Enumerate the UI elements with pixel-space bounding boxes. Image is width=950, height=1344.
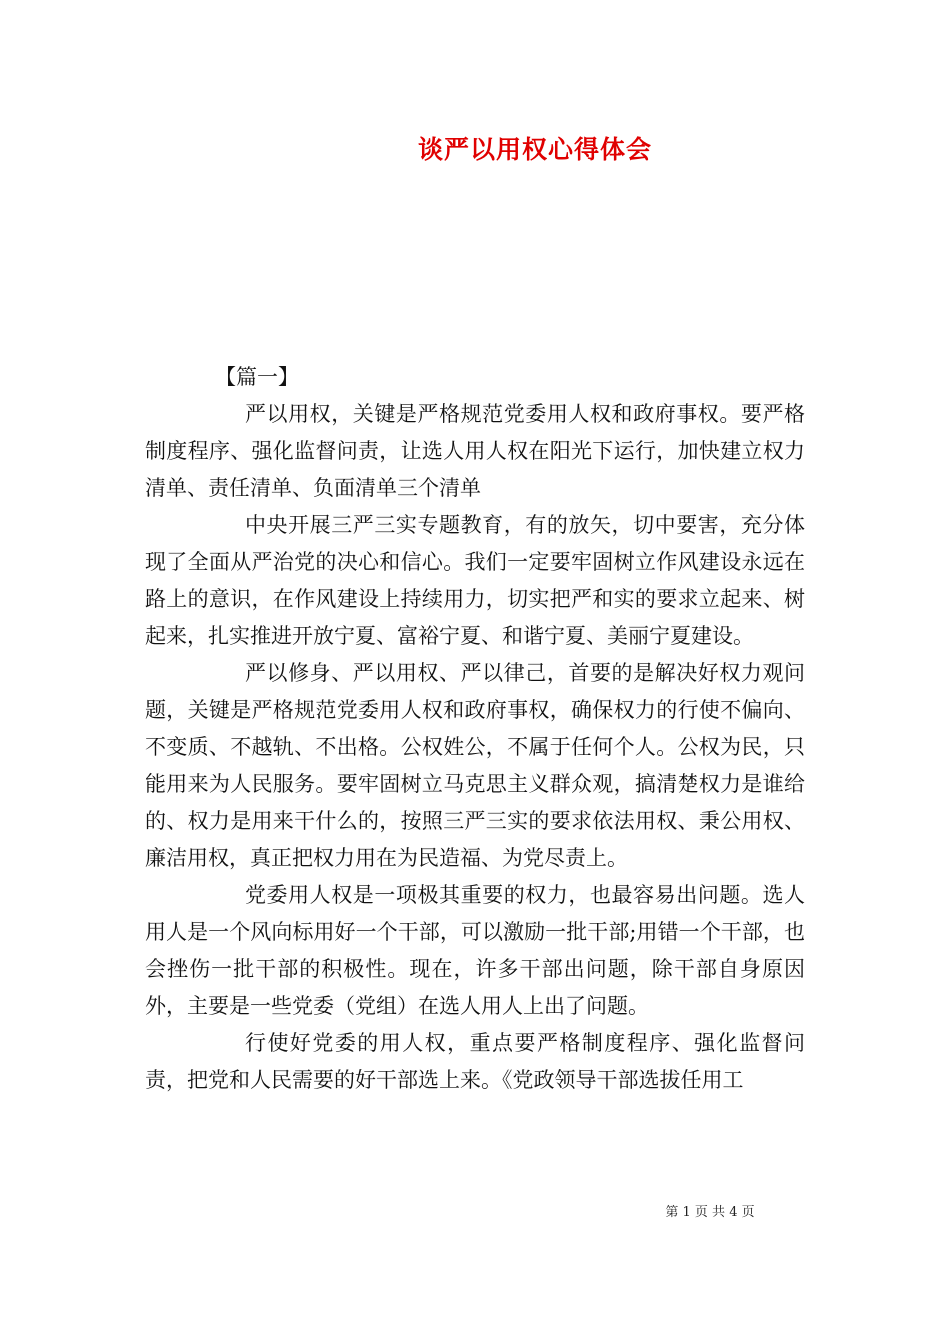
paragraph-5: 行使好党委的用人权，重点要严格制度程序、强化监督问责，把党和人民需要的好干部选上来。《党政领导干部选拔任用工 [145,1031,805,1092]
page-number-footer: 第 1 页 共 4 页 [665,1205,755,1220]
paragraph-3: 严以修身、严以用权、严以律己，首要的是解决好权力观问题，关键是严格规范党委用人权和政府事权，确保权力的行使不偏向、不变质、不越轨、不出格。公权姓公，不属于任何个人。公权为民，只能用来为人民服务。要牢固树立马克思主义群众观，搞清楚权力是谁给的、权力是用来干什么的，按照三严三实的要求依法用权、秉公用权、廉洁用权，真正把权力用在为民造福、为党尽责上。 [145,661,805,870]
section-label: 【篇一】 [215,365,299,389]
document-body [145,359,805,1099]
paragraph-4: 党委用人权是一项极其重要的权力，也最容易出问题。选人用人是一个风向标用好一个干部，可以激励一批干部;用错一个干部，也会挫伤一批干部的积极性。现在，许多干部出问题，除干部自身原因外，主要是一些党委（党组）在选人用人上出了问题。 [145,883,805,1018]
document-title: 谈严以用权心得体会 [417,135,652,164]
paragraph-2: 中央开展三严三实专题教育，有的放矢，切中要害，充分体现了全面从严治党的决心和信心。我们一定要牢固树立作风建设永远在路上的意识，在作风建设上持续用力，切实把严和实的要求立起来、树起来，扎实推进开放宁夏、富裕宁夏、和谐宁夏、美丽宁夏建设。 [145,513,805,648]
paragraph-1: 严以用权，关键是严格规范党委用人权和政府事权。要严格制度程序、强化监督问责，让选人用人权在阳光下运行，加快建立权力清单、责任清单、负面清单三个清单 [145,402,805,500]
